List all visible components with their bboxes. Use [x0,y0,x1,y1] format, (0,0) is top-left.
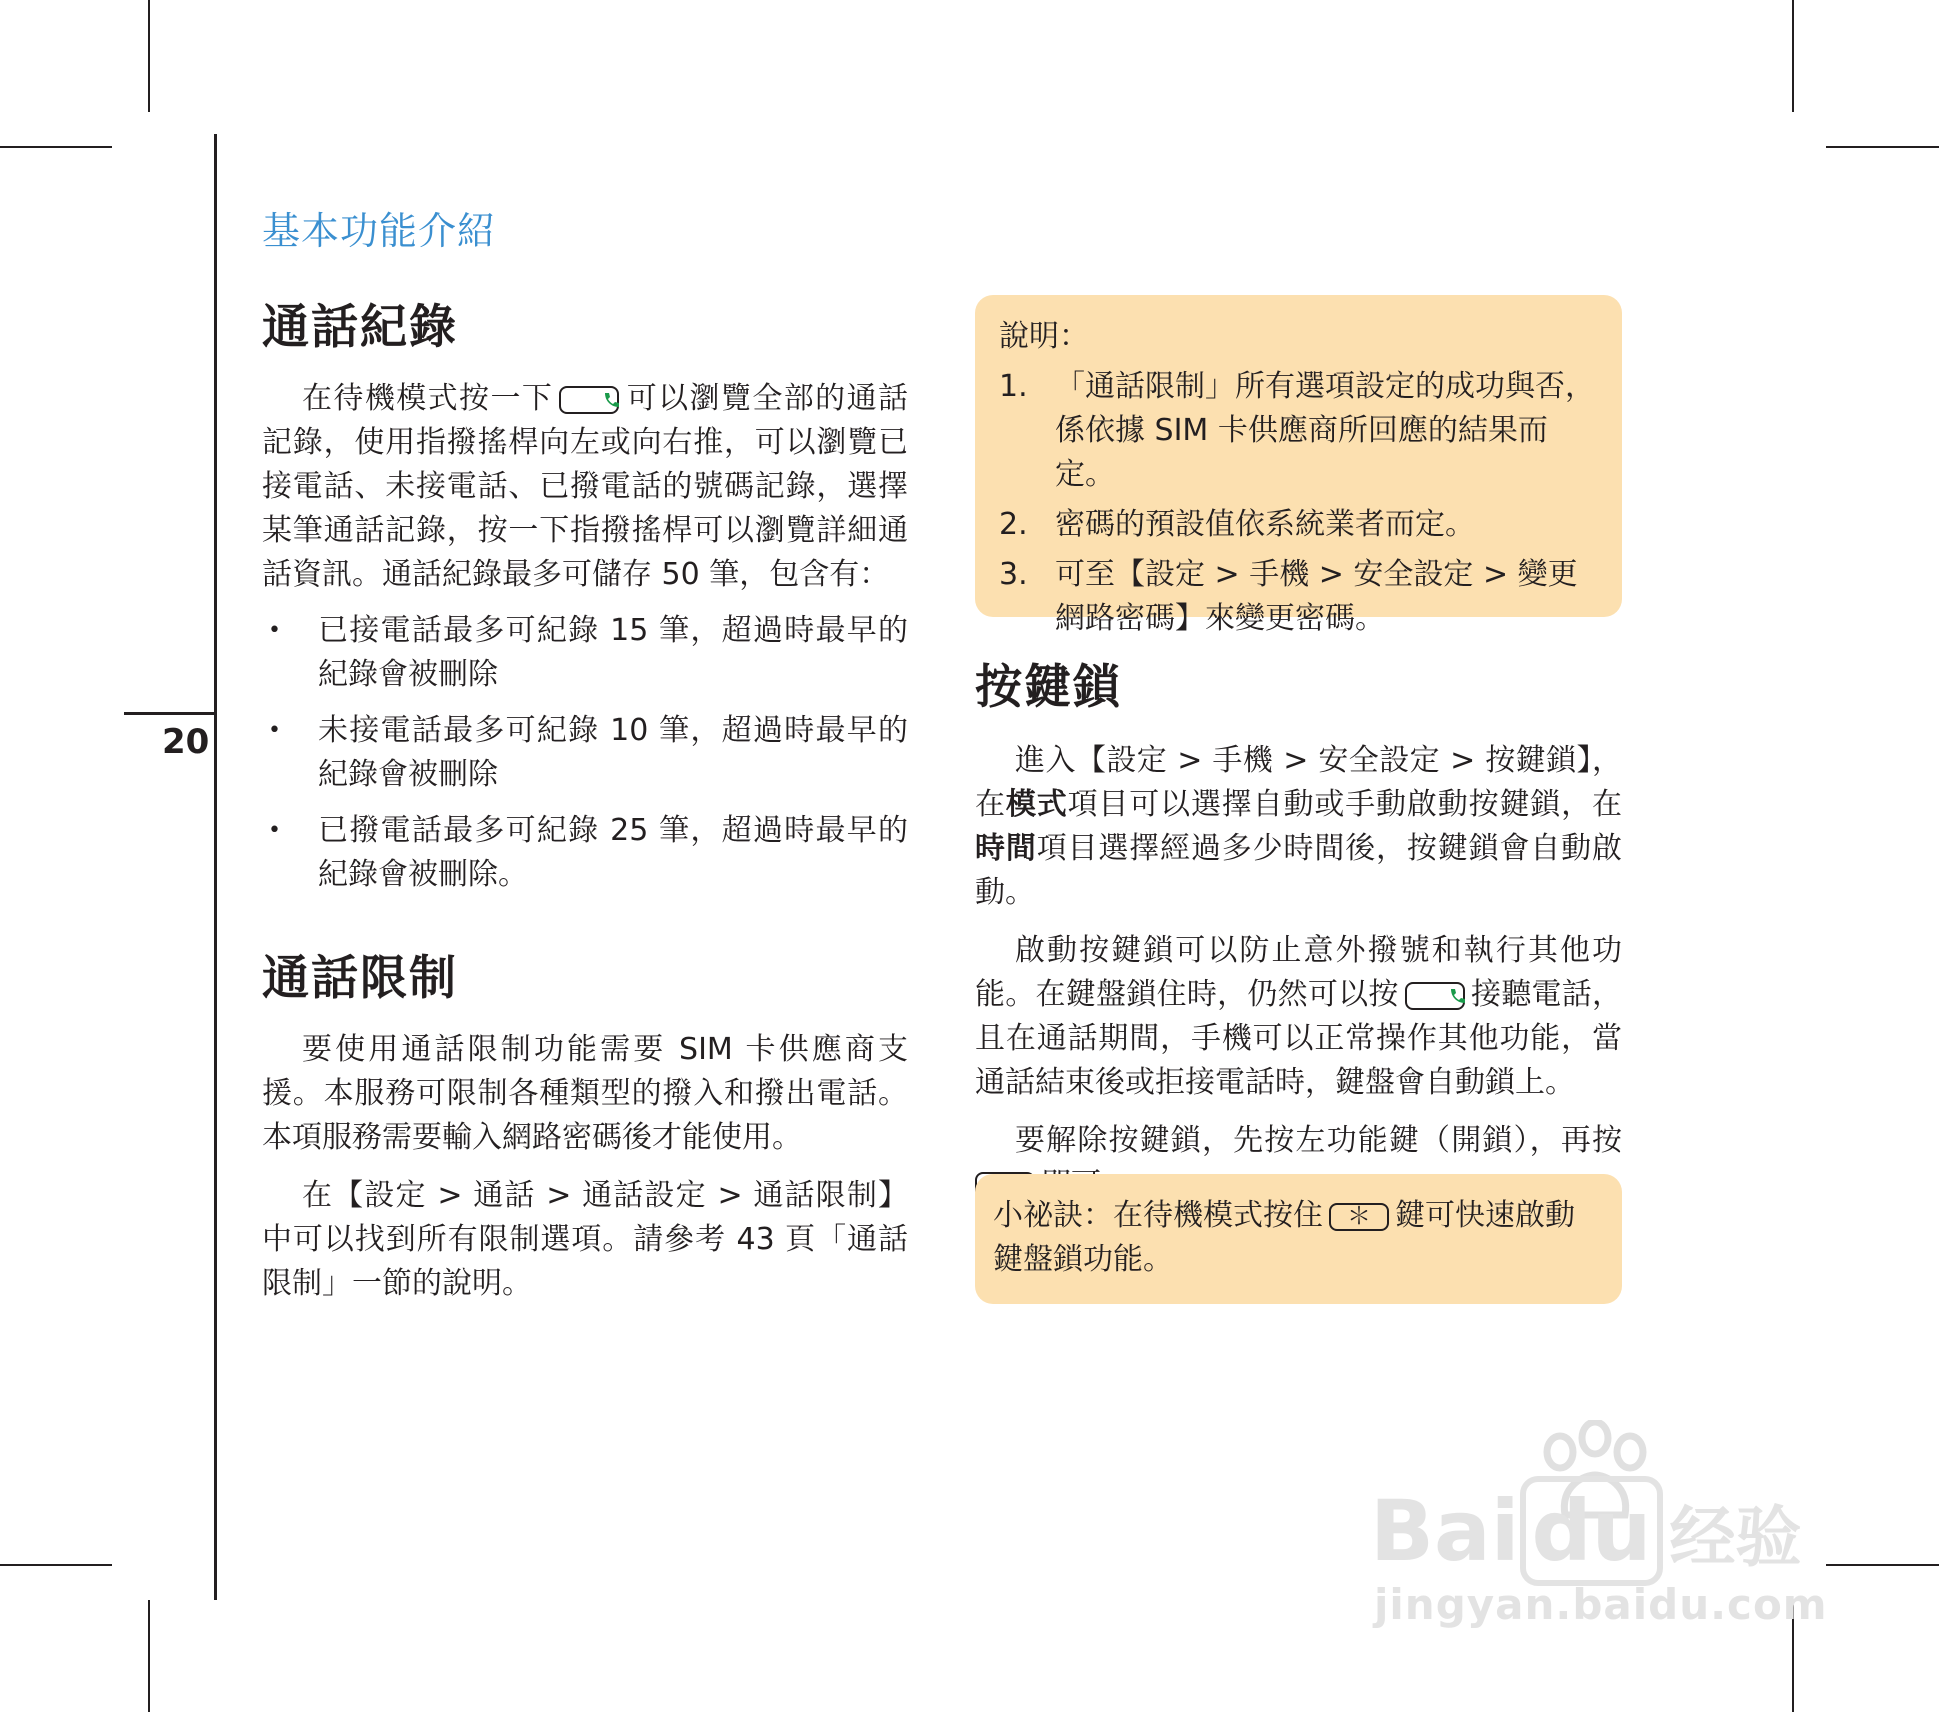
crop-mark [148,0,150,112]
bullet-item: • 未接電話最多可紀錄 10 筆，超過時最早的紀錄會被刪除 [262,709,908,797]
call-restriction-heading: 通話限制 [262,951,458,1006]
keypad-lock-paragraph-1 [975,739,1622,915]
tip-box [975,1174,1622,1304]
note-item-text: 可至【設定 > 手機 > 安全設定 > 變更網路密碼】來變更密碼。 [1055,557,1578,636]
call-log-heading: 通話紀錄 [262,300,458,355]
note-box [975,295,1622,636]
section-header: 基本功能介紹 [262,209,497,253]
page-number: 20 [162,722,210,762]
call-restriction-paragraph-1: 要使用通話限制功能需要 SIM 卡供應商支援。本服務可限制各種類型的撥入和撥出電話。本項服務需要輸入網路密碼後才能使用。 [262,1032,908,1155]
keypad-lock-paragraph-2 [975,929,1622,1105]
note-item-text: 「通話限制」所有選項設定的成功與否，係依據 SIM 卡供應商所回應的結果而定。 [1055,369,1595,492]
margin-rule [214,134,217,1600]
tip-text [993,1194,1604,1282]
time-term: 時間 [975,831,1037,866]
keypad-lock-text: 要解除按鍵鎖，先按左功能鍵（開鎖），再按 [1015,1123,1622,1158]
left-column [262,290,908,1306]
note-title: 說明： [999,319,1089,354]
note-item-number: 2. [999,507,1028,542]
crop-mark [1792,0,1794,112]
keypad-lock-text: 項目可以選擇自動或手動啟動按鍵鎖，在 [1067,787,1623,822]
note-item-number: 1. [999,369,1028,404]
keypad-lock-text: 啟動按鍵鎖可以防止意外撥號和執行其他功能。在鍵盤鎖住時，仍然可以按 [975,933,1622,1012]
note-item-number: 3. [999,557,1028,592]
call-key-icon [1405,982,1465,1010]
right-column [975,650,1622,1207]
note-list [999,365,1604,641]
keypad-lock-text: 進入【設定 > 手機 > 安全設定 > 按鍵鎖】，在 [975,743,1622,822]
call-key-icon [559,386,619,414]
tip-text-2: 鍵可快速啟動鍵盤鎖功能。 [993,1198,1575,1277]
watermark-bai: Bai [1370,1482,1520,1580]
watermark-du: du [1520,1476,1664,1586]
keypad-lock-text: 接聽電話，且在通話期間，手機可以正常操作其他功能，當通話結束後或拒接電話時，鍵盤會自動鎖上。 [975,977,1623,1100]
call-log-intro-text-2: 可以瀏覽全部的通話記錄，使用指撥搖桿向左或向右推，可以瀏覽已接電話、未接電話、已撥電話的號碼記錄，選擇某筆通話記錄，按一下指撥搖桿可以瀏覽詳細通話資訊。通話紀錄最多可儲存 50 筆，包含有： [262,381,909,592]
watermark-logo [1370,1482,1802,1583]
star-key-icon: ＊ [1329,1203,1389,1231]
watermark-url: jingyan.baidu.com [1374,1580,1828,1629]
baidu-watermark [1370,1420,1830,1630]
note-item [999,503,1604,547]
note-item-text: 密碼的預設值依系統業者而定。 [1055,507,1475,542]
keypad-lock-heading: 按鍵鎖 [975,660,1122,715]
crop-mark [1826,146,1939,148]
crop-mark [148,1600,150,1712]
call-restriction-paragraph-2: 在【設定 > 通話 > 通話設定 > 通話限制】中可以找到所有限制選項。請參考 43 頁「通話限制」一節的說明。 [262,1178,908,1301]
tip-text-1: 小祕訣：在待機模式按住 [993,1198,1323,1233]
bullet-item: • 已接電話最多可紀錄 15 筆，超過時最早的紀錄會被刪除 [262,609,908,697]
page-number-rule [124,712,216,715]
note-item [999,365,1604,497]
crop-mark [1826,1564,1939,1566]
call-log-bullets [262,609,908,897]
crop-mark [0,146,112,148]
call-log-intro [262,377,908,597]
crop-mark [0,1564,112,1566]
watermark-cn: 经验 [1669,1499,1802,1576]
note-item [999,553,1604,641]
call-log-intro-text-1: 在待機模式按一下 [302,381,554,416]
bullet-item: • 已撥電話最多可紀錄 25 筆，超過時最早的紀錄會被刪除。 [262,809,908,897]
mode-term: 模式 [1005,787,1068,822]
keypad-lock-text: 項目選擇經過多少時間後，按鍵鎖會自動啟動。 [975,831,1623,910]
